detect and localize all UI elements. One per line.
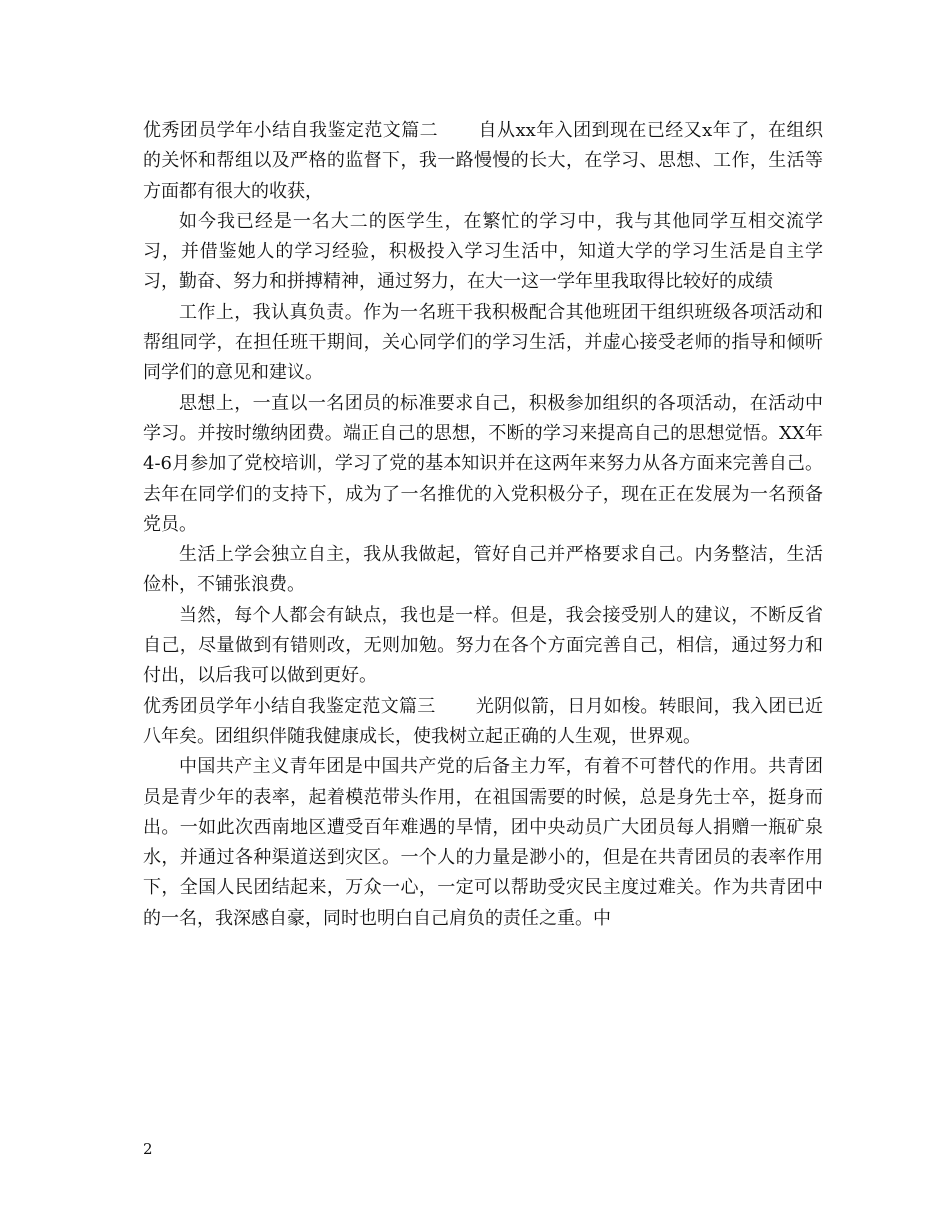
paragraph-essay-two-intro	[143, 116, 823, 207]
paragraph-shortcomings: 当然，每个人都会有缺点，我也是一样。但是，我会接受别人的建议，不断反省自己，尽量做到有错则改，无则加勉。努力在各个方面完善自己，相信，通过努力和付出，以后我可以做到更好。	[143, 604, 823, 687]
paragraph-text: 自从xx年入团到现在已经又x年了，在组织的关怀和帮组以及严格的监督下，我一路慢慢的长大，在学习、思想、工作，生活等方面都有很大的收获，	[143, 120, 824, 202]
paragraph-work: 工作上，我认真负责。作为一名班干我积极配合其他班团干组织班级各项活动和帮组同学，在担任班干期间，关心同学们的学习生活，并虚心接受老师的指导和倾听同学们的意见和建议。	[143, 301, 823, 384]
essay-two-heading: 优秀团员学年小结自我鉴定范文篇二	[143, 120, 439, 141]
paragraph-text: 光阴似箭，日月如梭。转眼间，我入团已近八年矣。团组织伴随我健康成长，使我树立起正确的人生观，世界观。	[143, 695, 824, 747]
essay-three-heading: 优秀团员学年小结自我鉴定范文篇三	[143, 695, 436, 717]
paragraph-study: 如今我已经是一名大二的医学生，在繁忙的学习中，我与其他同学互相交流学习，并借鉴她人的学习经验，积极投入学习生活中，知道大学的学习生活是自主学习，勤奋、努力和拼搏精神，通过努力，在大一这一学年里我取得比较好的成绩	[143, 210, 823, 293]
paragraph-thought: 思想上，一直以一名团员的标准要求自己，积极参加组织的各项活动，在活动中学习。并按时缴纳团费。端正自己的思想，不断的学习来提高自己的思想觉悟。XX年4-6月参加了党校培训，学习了党的基本知识并在这两年来努力从各方面来完善自己。去年在同学们的支持下，成为了一名推优的入党积极分子，现在正在发展为一名预备党员。	[143, 392, 823, 535]
page-number: 2	[143, 1140, 153, 1158]
paragraph-youth-league: 中国共产主义青年团是中国共产党的后备主力军，有着不可替代的作用。共青团员是青少年的表率，起着模范带头作用，在祖国需要的时候，总是身先士卒，挺身而出。一如此次西南地区遭受百年难遇的旱情，团中央动员广大团员每人捐赠一瓶矿泉水，并通过各种渠道送到灾区。一个人的力量是渺小的，但是在共青团员的表率作用下，全国人民团结起来，万众一心，一定可以帮助受灾民主度过难关。作为共青团中的一名，我深感自豪，同时也明白自己肩负的责任之重。中	[143, 756, 823, 929]
document-body	[143, 116, 823, 934]
paragraph-essay-three-intro	[143, 692, 823, 753]
paragraph-life: 生活上学会独立自主，我从我做起，管好自己并严格要求自己。内务整洁，生活俭朴，不铺张浪费。	[143, 544, 823, 596]
